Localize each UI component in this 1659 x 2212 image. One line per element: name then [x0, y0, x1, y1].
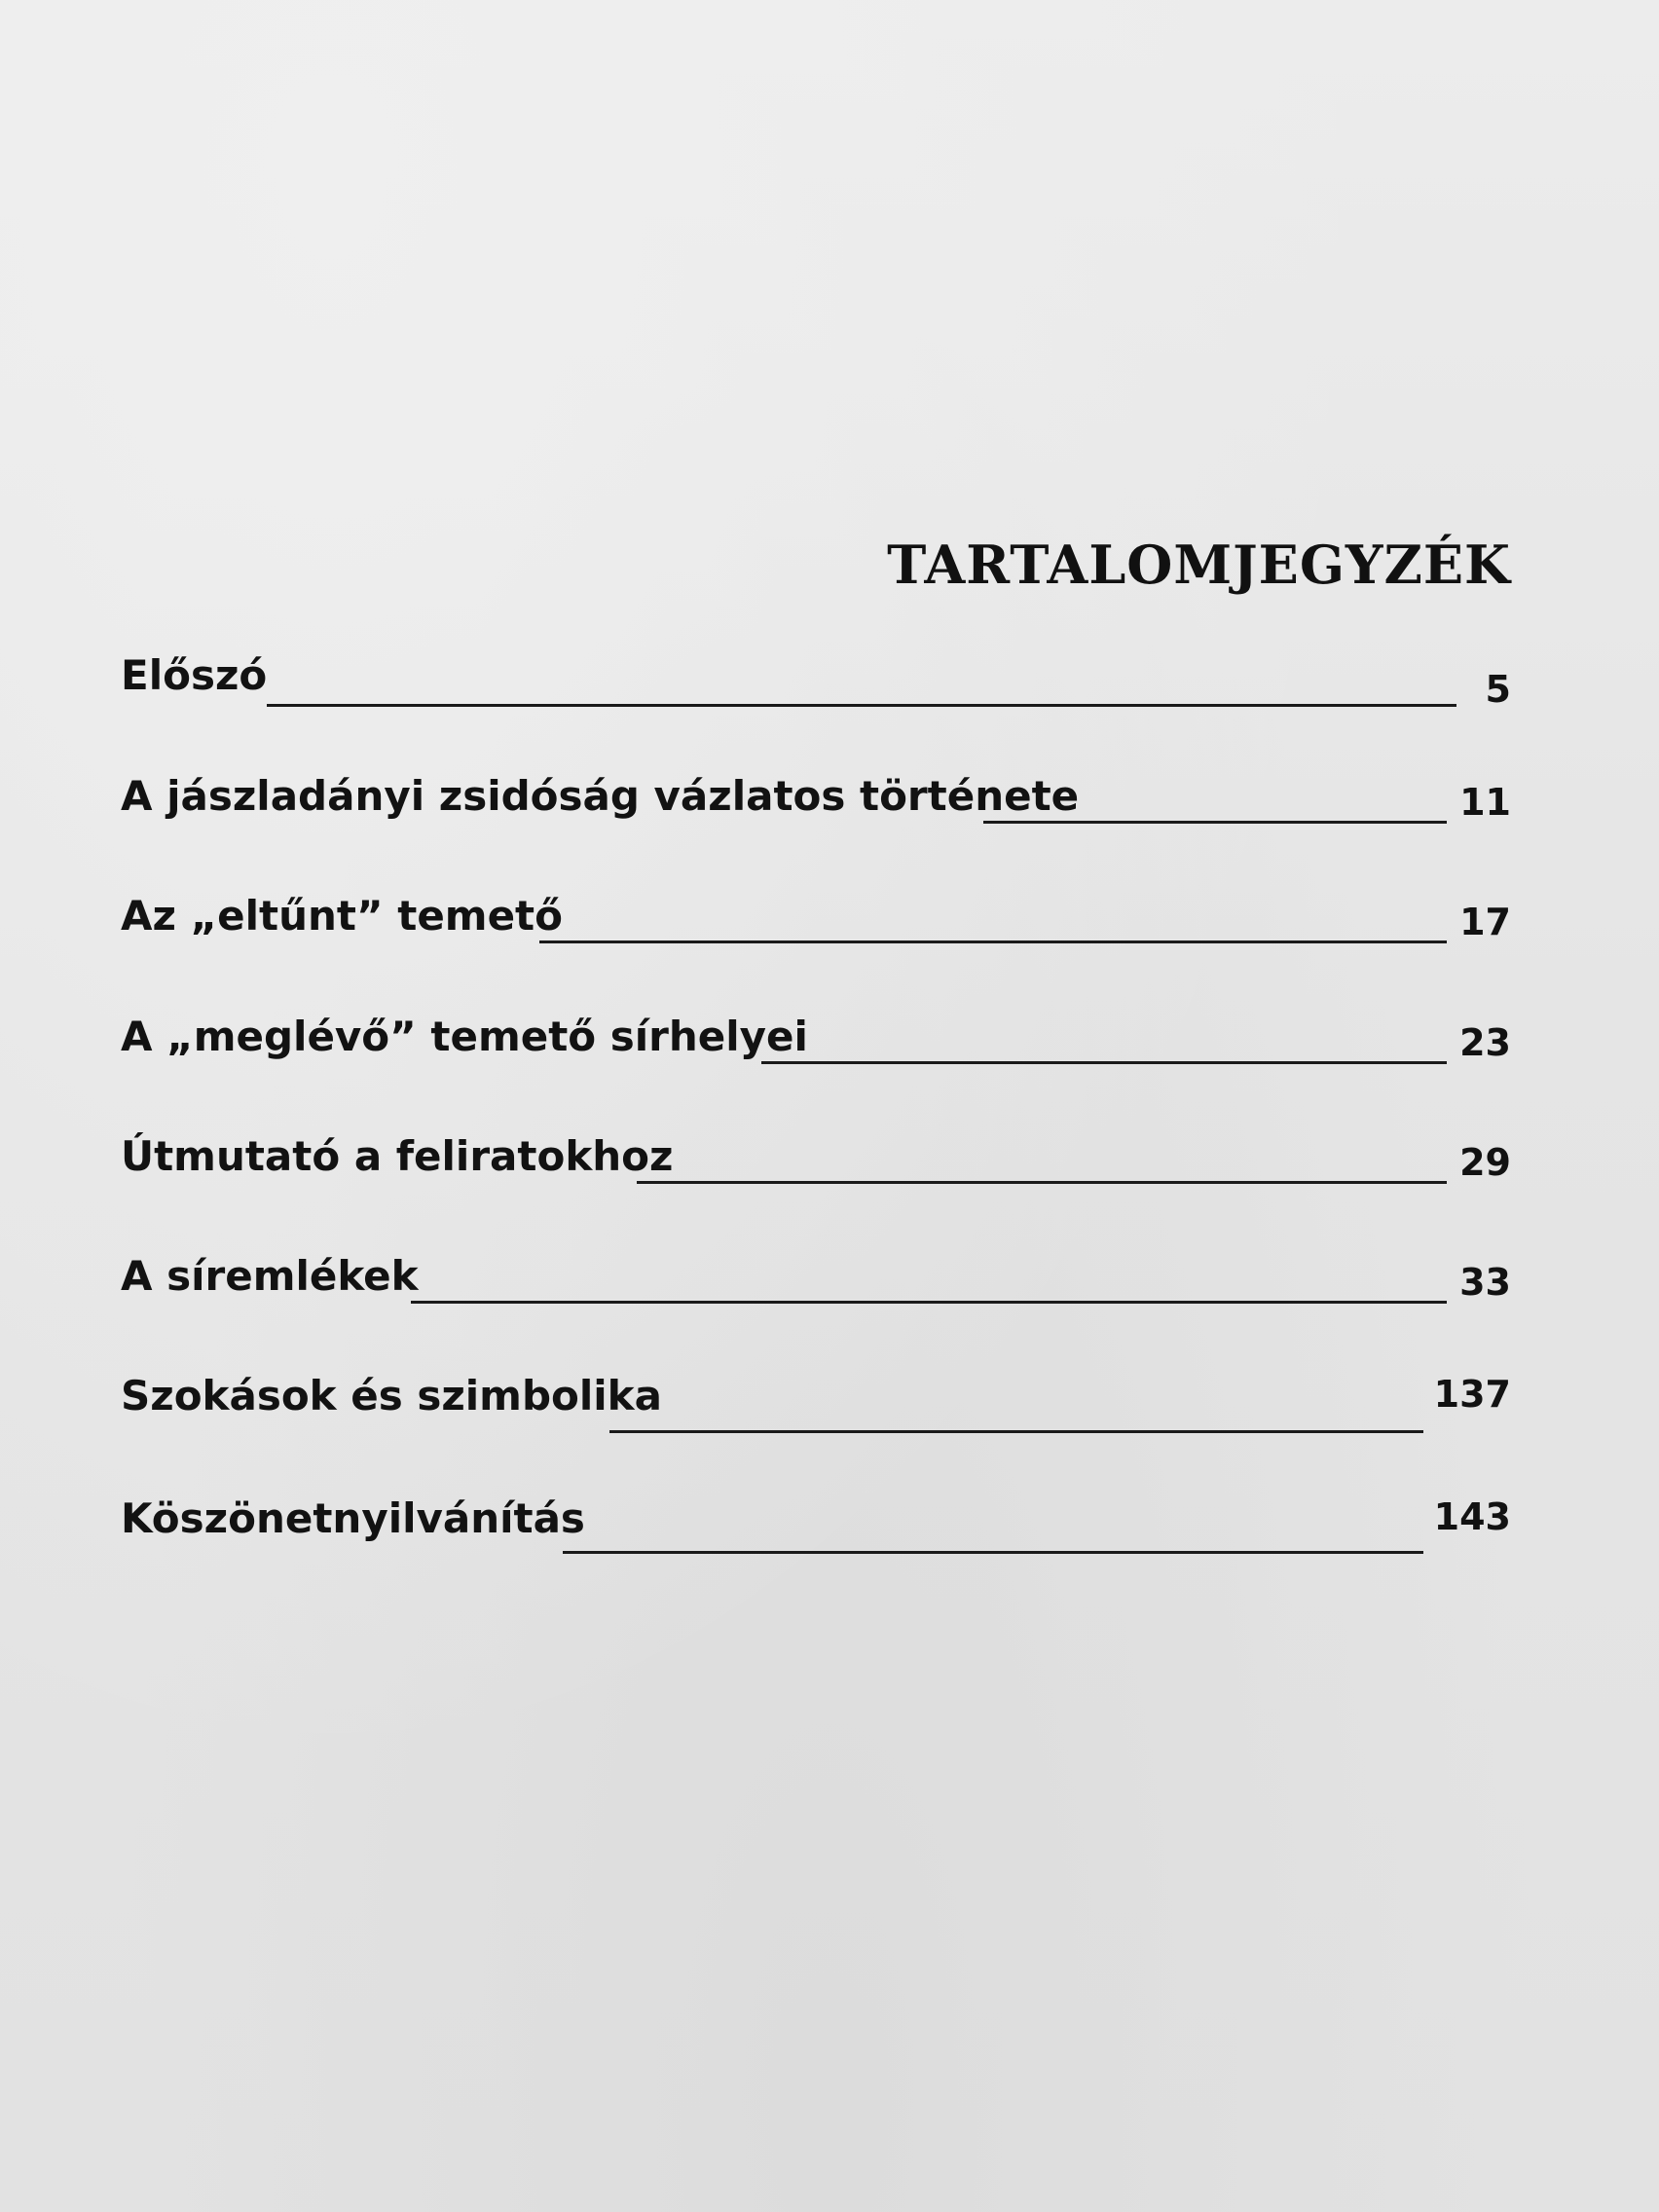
- toc-entry: [121, 1234, 1511, 1311]
- toc-entry: [121, 1114, 1511, 1192]
- leader-line: [411, 1301, 1447, 1304]
- leader-line: [539, 940, 1447, 943]
- toc-entry-page: 29: [1459, 1141, 1511, 1184]
- toc-entry-label: A jászladányi zsidóság vázlatos története: [121, 772, 1080, 820]
- toc-entry: [121, 1476, 1511, 1554]
- toc-entry: [121, 754, 1511, 831]
- toc-entry: [121, 1353, 1511, 1431]
- toc-entry-label: Szokások és szimbolika: [121, 1372, 662, 1419]
- leader-line: [563, 1551, 1423, 1554]
- toc-entry-page: 17: [1459, 901, 1511, 943]
- toc-entry-label: Útmutató a feliratokhoz: [121, 1132, 674, 1180]
- leader-line: [609, 1430, 1423, 1433]
- toc-entry-page: 143: [1433, 1495, 1511, 1538]
- toc-entry-label: A síremlékek: [121, 1252, 419, 1300]
- toc-entry: [121, 633, 1511, 711]
- leader-line: [761, 1061, 1447, 1064]
- toc-entry-page: 23: [1459, 1021, 1511, 1064]
- toc-entry-label: Előszó: [121, 651, 268, 699]
- toc-entry-label: A „meglévő” temető sírhelyei: [121, 1013, 808, 1060]
- toc-entry-page: 33: [1459, 1261, 1511, 1304]
- leader-line: [637, 1181, 1447, 1184]
- page-title: TARTALOMJEGYZÉK: [887, 534, 1511, 596]
- toc-entry-page: 11: [1459, 781, 1511, 824]
- toc-entry-page: 5: [1485, 668, 1511, 711]
- toc-entry: [121, 994, 1511, 1072]
- leader-line: [267, 704, 1456, 707]
- leader-line: [983, 821, 1447, 824]
- toc-entry-label: Köszönetnyilvánítás: [121, 1494, 585, 1542]
- toc-entry-page: 137: [1433, 1373, 1511, 1416]
- toc-entry: [121, 873, 1511, 951]
- toc-entry-label: Az „eltűnt” temető: [121, 892, 563, 940]
